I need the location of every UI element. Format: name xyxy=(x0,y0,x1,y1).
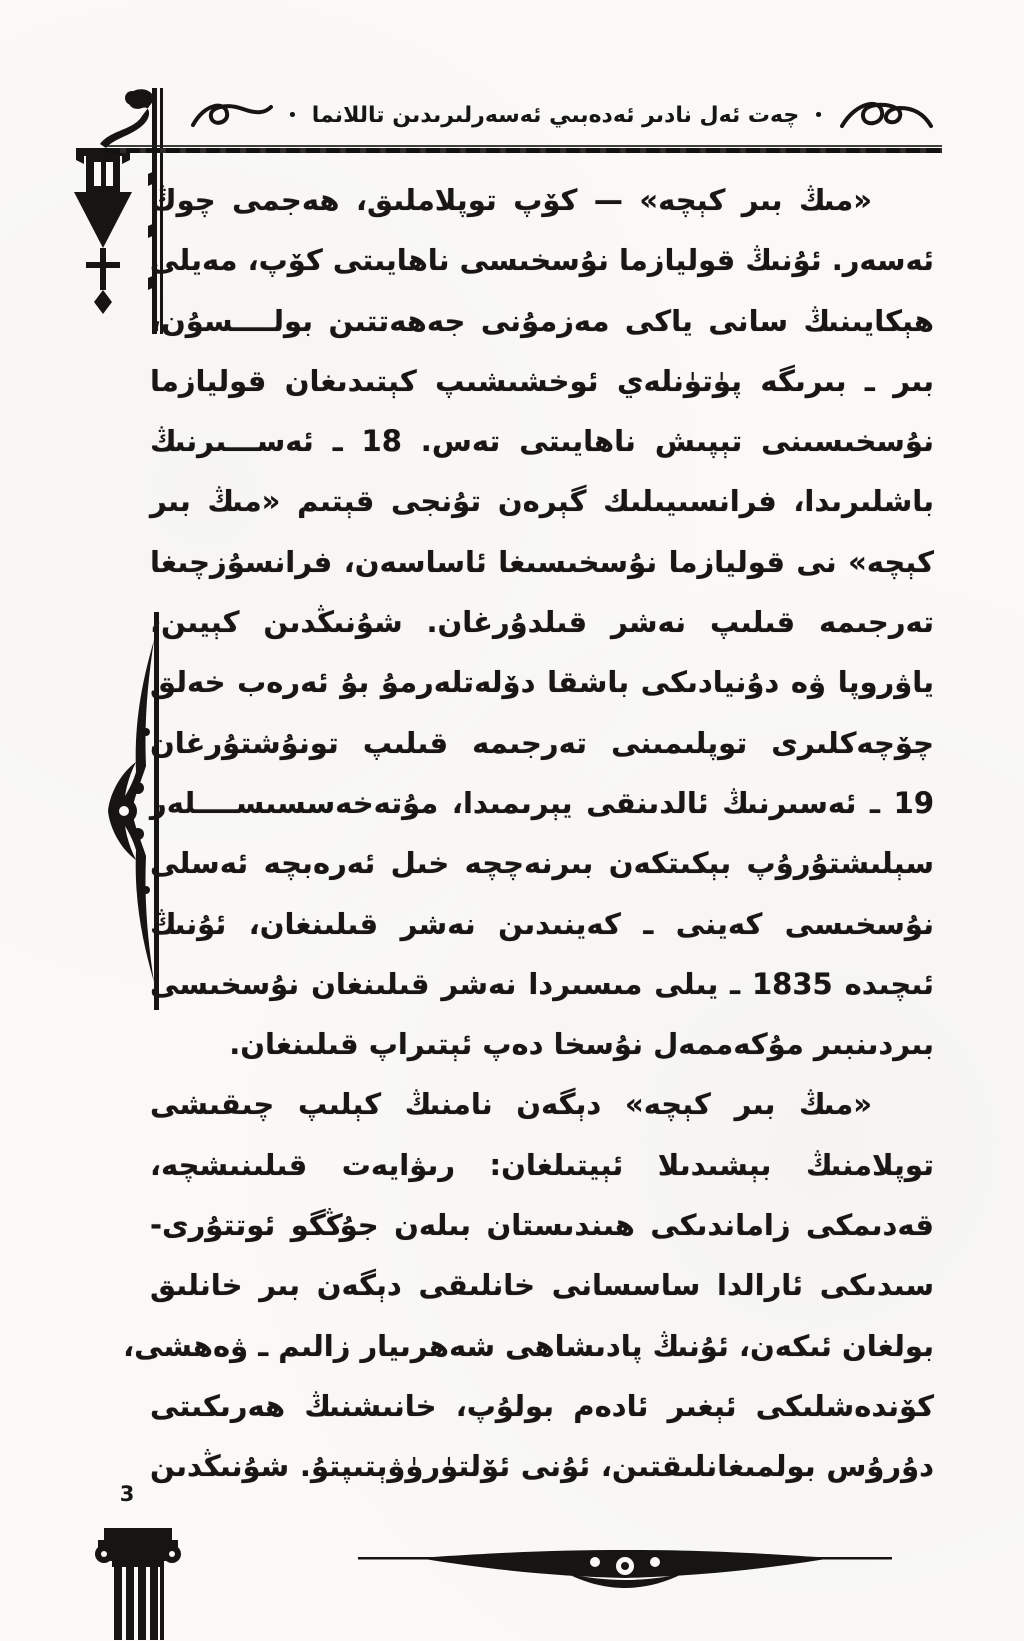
body-text xyxy=(123,170,934,1497)
text-line: چۆچەكلىرى توپلىمىنى تەرجىمە قىلىپ تونۇشتۇرغان xyxy=(150,725,934,760)
text-line: 19 ـ ئەسىرنىڭ ئالدىنقى يېرىمىدا، مۇتەخەسسىســــلەر xyxy=(150,785,934,820)
text-line: دۇرۇس بولمىغانلىقتىن، ئۇنى ئۆلتۈرۈۋېتىپتۇ. شۇنىڭدىن xyxy=(150,1449,934,1484)
text-line: «مىڭ بىر كېچە» — كۆپ توپلاملىق، ھەجمى چوڭ xyxy=(150,183,872,217)
page-header xyxy=(185,92,940,140)
header-bullet-right: • xyxy=(813,105,824,126)
text-line: نۇسخىسى كەينى ـ كەينىدىن نەشر قىلىنغان، ئۇنىڭ xyxy=(150,906,934,941)
text-line: بولغان ئىكەن، ئۇنىڭ پادىشاھى شەھرىيار زالىم ـ ۋەھشى، xyxy=(123,1328,934,1363)
text-line: قەدىمكى زاماندىكى ھىندىستان بىلەن جۇڭگو ئوتتۇرى- xyxy=(150,1208,934,1243)
column-capital-icon xyxy=(94,1512,182,1640)
text-line: ئەسەر. ئۇنىڭ قوليازما نۇسخىسى ناھايىتى كۆپ، مەيلى xyxy=(149,243,934,278)
calligraphic-swirl-icon xyxy=(838,96,934,136)
text-line: باشلىرىدا، فرانسىيىلىك گېرەن تۇنجى قېتىم «مىڭ بىر xyxy=(150,484,934,519)
text-line: كۆندەشلىكى ئېغىر ئادەم بولۇپ، خانىشنىڭ ھەرىكىتى xyxy=(150,1388,934,1423)
text-line: توپلامنىڭ بېشىدىلا ئېيتىلغان: رىۋايەت قىلىنىشچە، xyxy=(150,1147,934,1182)
text-line: بىر ـ بىرىگە پۈتۈنلەي ئوخشىشىپ كېتىدىغان قوليازما xyxy=(150,363,934,398)
header-rule xyxy=(106,145,942,154)
text-line: تەرجىمە قىلىپ نەشر قىلدۇرغان. شۇنىڭدىن كېيىن، xyxy=(150,605,934,640)
header-bullet-left: • xyxy=(287,105,298,126)
page-header-title: چەت ئەل نادىر ئەدەبىي ئەسەرلىرىدىن تاللانما xyxy=(311,103,800,128)
text-line: نۇسخىسىنى تېپىش ناھايىتى تەس. 18 ـ ئەســـىرنىڭ xyxy=(150,424,934,459)
text-line: سىدىكى ئارالدا ساسسانى خانلىقى دېگەن بىر خانلىق xyxy=(150,1268,934,1303)
text-line: ھېكايىنىڭ سانى ياكى مەزمۇنى جەھەتتىن بولــــسۇن، xyxy=(150,303,934,338)
text-line: كېچە» نى قوليازما نۇسخىسىغا ئاساسەن، فرانسۇزچىغا xyxy=(150,544,934,579)
text-line: ياۋروپا ۋە دۇنيادىكى باشقا دۆلەتلەرمۇ بۇ ئەرەب خەلق xyxy=(150,665,934,700)
footer-divider-ornament-icon xyxy=(358,1548,892,1592)
text-line: سېلىشتۇرۇپ بېكىتكەن بىرنەچچە خىل ئەرەبچە ئەسلى xyxy=(150,846,934,881)
calligraphic-swirl-icon xyxy=(191,99,273,133)
page-number: 3 xyxy=(119,1482,135,1506)
text-line: بىردىنبىر مۇكەممەل نۇسخا دەپ ئېتىراپ قىلىنغان. xyxy=(229,1027,934,1062)
text-line: «مىڭ بىر كېچە» دېگەن نامنىڭ كېلىپ چىقىشى xyxy=(150,1087,872,1122)
text-line: ئىچىدە 1835 ـ يىلى مىسىردا نەشر قىلىنغان نۇسخىسى xyxy=(150,966,934,1001)
